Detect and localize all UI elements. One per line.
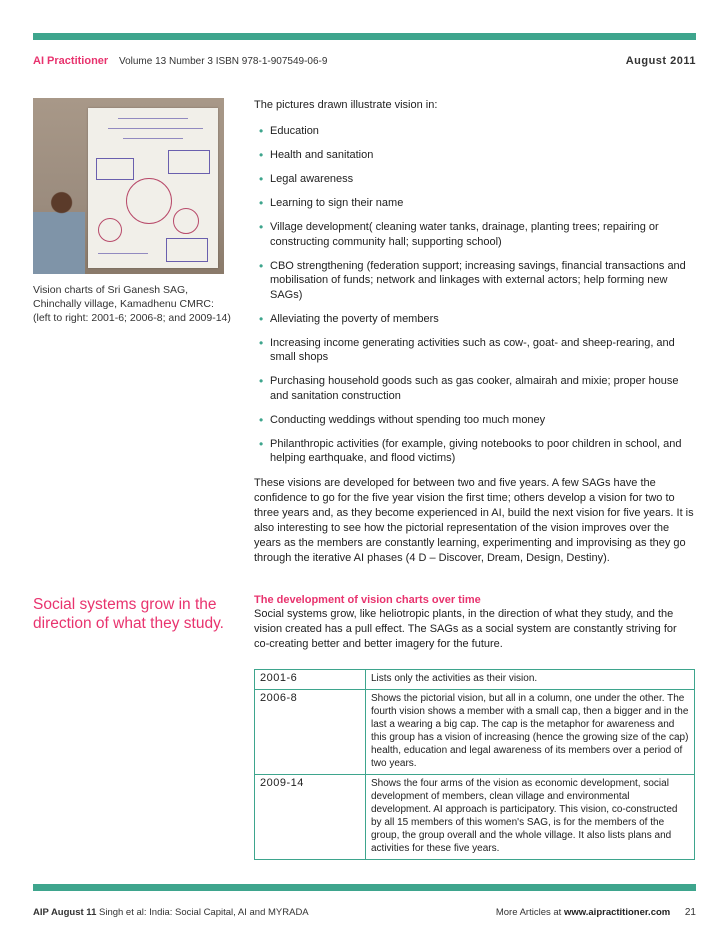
vision-timeline-table — [254, 669, 695, 860]
table-row — [255, 670, 695, 690]
footer-citation: Singh et al: India: Social Capital, AI and MYRADA — [99, 907, 309, 918]
bullet-icon: • — [259, 220, 264, 234]
chart-paper — [88, 108, 218, 268]
description-cell: Shows the four arms of the vision as economic development, social development of members, clean village and environmental development. AI approach is participatory. This vision, co-constructed by all 15 members of this women's SAG, is for the members of the group, the group overall and the whole village. It also lists plans and activities for these five years. — [366, 775, 695, 860]
bullet-icon: • — [259, 258, 264, 273]
vision-bullet-list — [257, 124, 697, 475]
top-rule — [33, 33, 696, 40]
description-cell: Shows the pictorial vision, but all in a column, one under the other. The fourth vision shows a member with a small cap, then a bigger and in the last a wearing a big cap. The cap is the metaphor for awareness and this group has a vision of increasing (hence the growing size of the cap) health, education and legal awareness of its members over a period of two years. — [366, 690, 695, 775]
bullet-icon: • — [259, 124, 264, 138]
list-item: • Learning to sign their name — [259, 196, 404, 210]
list-item: • Conducting weddings without spending too much money — [259, 412, 546, 427]
footer-issue: AIP August 11 — [33, 907, 97, 918]
bullet-icon: • — [259, 148, 264, 162]
bullet-icon: • — [259, 196, 264, 210]
volume-info: Volume 13 Number 3 ISBN 978-1-907549-06-9 — [118, 56, 328, 67]
bullet-icon: • — [259, 172, 264, 186]
list-item: • CBO strengthening (federation support; increasing savings, financial transactions and mobilisation of funds; network and linkages with external actors; help forming new SAGs) — [259, 258, 686, 301]
website-link[interactable]: www.aipractitioner.com — [563, 907, 671, 918]
bullet-icon: • — [259, 335, 264, 350]
issue-date: August 2011 — [625, 55, 696, 67]
photo-caption: Vision charts of Sri Ganesh SAG, Chinchally village, Kamadhenu CMRC: (left to right: 2001-6; 2006-8; and 2009-14) — [33, 284, 231, 324]
section-subheading: The development of vision charts over time — [254, 594, 481, 606]
table-row — [255, 775, 695, 860]
bullet-icon: • — [259, 436, 264, 451]
bullet-icon: • — [259, 374, 264, 388]
vision-chart-photo — [33, 98, 224, 274]
page-number: 21 — [684, 907, 696, 918]
table-row — [255, 690, 695, 775]
list-item: • Alleviating the poverty of members — [259, 311, 439, 326]
bullet-icon: • — [259, 311, 264, 326]
bottom-rule — [33, 884, 696, 891]
period-cell: 2001-6 — [255, 670, 366, 690]
list-item: • Philanthropic activities (for example, giving notebooks to poor children in school, and helping earthquake, and flood victims) — [259, 436, 682, 464]
body-paragraph-social-systems: Social systems grow, like heliotropic plants, in the direction of what they study, and the vision created has a pull effect. The SAGs as a social system are constantly striving for co-creating better and better imagery for the future. — [254, 608, 677, 650]
footer-right — [496, 907, 696, 918]
list-item: • Village development( cleaning water tanks, drainage, planting trees; repairing or constructing community hall; supporting school) — [259, 220, 659, 248]
period-cell: 2006-8 — [255, 690, 366, 775]
pull-quote: Social systems grow in the direction of what they study. — [33, 596, 224, 632]
period-cell: 2009-14 — [255, 775, 366, 860]
woman-figure — [33, 190, 85, 274]
bullet-icon: • — [259, 412, 264, 427]
description-cell: Lists only the activities as their vision. — [366, 670, 695, 690]
list-item: • Legal awareness — [259, 172, 354, 186]
journal-brand: AI Practitioner — [33, 55, 109, 67]
footer-more-prefix: More Articles at — [495, 907, 562, 918]
intro-text: The pictures drawn illustrate vision in: — [254, 99, 438, 111]
list-item: • Increasing income generating activities such as cow-, goat- and sheep-rearing, and small shops — [259, 335, 675, 363]
list-item: • Purchasing household goods such as gas cooker, almairah and mixie; proper house and sanitation construction — [259, 374, 679, 402]
page-footer — [33, 907, 696, 918]
list-item: • Health and sanitation — [259, 148, 374, 162]
body-paragraph-visions: These visions are developed for between two and five years. A few SAGs have the confidence to go for the five year vision the first time; others develop a vision for two to three years and, as they become experienced in AI, build the next vision for five years. It is also interesting to see how the pictorial representation of the vision improves over the years as the members are constantly learning, experimenting and improvising as they go through the iterative AI phases (4 D – Discover, Dream, Design, Destiny). — [254, 477, 694, 564]
page-header — [33, 55, 696, 67]
list-item: • Education — [259, 124, 319, 138]
